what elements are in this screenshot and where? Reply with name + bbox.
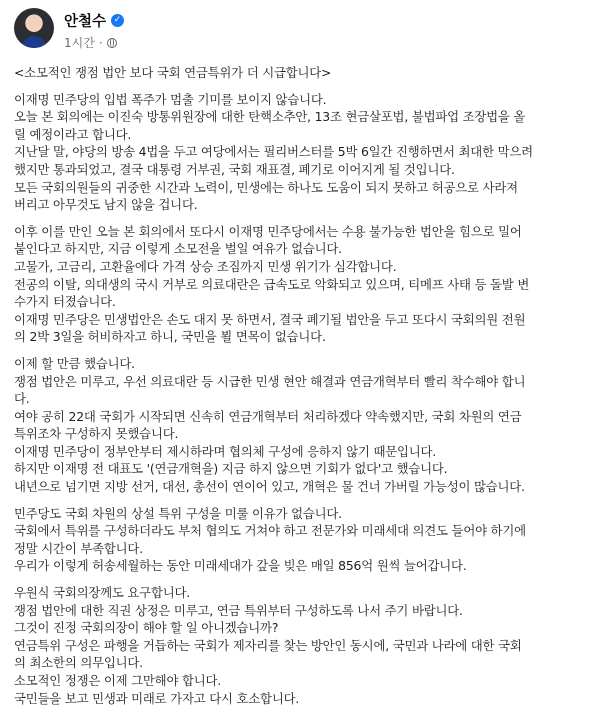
paragraph-gap — [14, 214, 586, 223]
post-text-line: 우리가 이렇게 허송세월하는 동안 미래세대가 갚을 빚은 매일 856억 원씩 늘어갑니다. — [14, 558, 467, 574]
post-text-line: 내년으로 넘기면 지방 선거, 대선, 총선이 연이어 있고, 개혁은 물 건너 가버릴 가능성이 많습니다. — [14, 479, 525, 495]
post-text-line: 특위조차 구성하지 못했습니다. — [14, 426, 179, 442]
post-paragraph — [14, 64, 586, 82]
post-text-line: 이재명 민주당은 민생법안은 손도 대지 못 하면서, 결국 폐기될 법안을 두고 또다시 국회의원 전원 — [14, 311, 526, 327]
post-text-line: 의 최소한의 의무입니다. — [14, 655, 143, 671]
post-text-line: 여야 공히 22대 국회가 시작되면 신속히 연금개혁부터 처리하겠다 약속했지만, 국회 차원의 연금 — [14, 408, 522, 424]
post-text-line: 했지만 통과되었고, 결국 대통령 거부권, 국회 재표결, 폐기로 이어지게 될 것입니다. — [14, 161, 455, 177]
post-text-line: 쟁점 법안에 대한 직권 상정은 미루고, 연금 특위부터 구성하도록 나서 주기 바랍니다. — [14, 602, 463, 618]
post-body — [14, 64, 586, 707]
post-text-line: 오늘 본 회의에는 이진숙 방통위원장에 대한 탄핵소추안, 13조 현금살포법, 불법파업 조장법을 올 — [14, 109, 526, 125]
post-text-line: <소모적인 쟁점 법안 보다 국회 연금특위가 더 시급합니다> — [14, 65, 332, 80]
post-text-line: 버리고 아무것도 남지 않을 겁니다. — [14, 197, 198, 213]
post-timestamp[interactable]: 1시간 — [64, 36, 95, 50]
author-row — [64, 10, 124, 31]
post-text-line: 고물가, 고금리, 고환율에다 가격 상승 조짐까지 민생 위기가 심각합니다. — [14, 258, 397, 274]
post-time-row — [64, 34, 124, 51]
paragraph-gap — [14, 82, 586, 91]
post-text-line: 연금특위 구성은 파행을 거듭하는 국회가 제자리를 찾는 방안인 동시에, 국민과 나라에 대한 국회 — [14, 637, 522, 653]
post-text-line: 소모적인 정쟁은 이제 그만해야 합니다. — [14, 673, 222, 688]
post-text-line: 이재명 민주당의 입법 폭주가 멈출 기미를 보이지 않습니다. — [14, 91, 327, 107]
post-text-line: 이제 할 만큼 했습니다. — [14, 355, 135, 371]
post-paragraph — [14, 91, 586, 214]
post-text-line: 모든 국회의원들의 귀중한 시간과 노력이, 민생에는 하나도 도움이 되지 못하고 허공으로 사라져 — [14, 179, 518, 195]
post-text-line: 지난달 말, 야당의 방송 4법을 두고 여당에서는 필리버스터를 5박 6일간 진행하면서 최대한 막으려 — [14, 144, 533, 160]
post-text-line: 전공의 이탈, 의대생의 국시 거부로 의료대란은 급속도로 악화되고 있으며, 티메프 사태 등 돌발 변 — [14, 276, 530, 292]
post-text-line: 붙인다고 하지만, 지금 이렇게 소모전을 벌일 여유가 없습니다. — [14, 241, 342, 257]
post-paragraph — [14, 223, 586, 346]
post-text-line: 민주당도 국회 차원의 상설 특위 구성을 미룰 이유가 없습니다. — [14, 505, 342, 521]
post-meta — [64, 10, 124, 51]
post-text-line: 쟁점 법안은 미루고, 우선 의료대란 등 시급한 민생 현안 해결과 연금개혁부터 빨리 착수해야 합니 — [14, 373, 526, 389]
post-text-line: 다. — [14, 391, 30, 407]
globe-icon[interactable] — [107, 38, 117, 48]
separator-dot: · — [98, 35, 103, 50]
author-name[interactable]: 안철수 — [64, 14, 107, 30]
post-paragraph — [14, 584, 586, 707]
post-text-line: 국민들을 보고 민생과 미래로 가자고 다시 호소합니다. — [14, 690, 300, 706]
post-text-line: 그것이 진정 국회의장이 해야 할 일 아니겠습니까? — [14, 620, 279, 636]
post-text-line: 정말 시간이 부족합니다. — [14, 540, 143, 556]
post-text-line: 하지만 이재명 전 대표도 '(연금개혁을) 지금 하지 않으면 기회가 없다'고 했습니다. — [14, 461, 448, 477]
post-text-line: 국회에서 특위를 구성하더라도 부처 협의도 거쳐야 하고 전문가와 미래세대 의견도 들어야 하기에 — [14, 523, 526, 539]
post-text-line: 수가지 터졌습니다. — [14, 294, 116, 310]
verified-badge-icon: ✓ — [111, 14, 124, 27]
paragraph-gap — [14, 575, 586, 584]
post-text-line: 우원식 국회의장께도 요구합니다. — [14, 585, 190, 601]
post-paragraph — [14, 505, 586, 575]
author-avatar[interactable] — [14, 8, 54, 48]
post-text-line: 의 2박 3일을 허비하자고 하니, 국민을 뵐 면목이 없습니다. — [14, 329, 326, 345]
post-paragraph — [14, 355, 586, 496]
paragraph-gap — [14, 346, 586, 355]
post-header — [14, 8, 586, 62]
post-text-line: 릴 예정이라고 합니다. — [14, 126, 132, 142]
post-text-line: 이후 이를 만인 오늘 본 회의에서 또다시 이재명 민주당에서는 수용 불가능한 법안을 힘으로 밀어 — [14, 223, 522, 239]
post-text-line: 이재명 민주당이 정부안부터 제시하라며 협의체 구성에 응하지 않기 때문입니다. — [14, 443, 437, 459]
paragraph-gap — [14, 496, 586, 505]
